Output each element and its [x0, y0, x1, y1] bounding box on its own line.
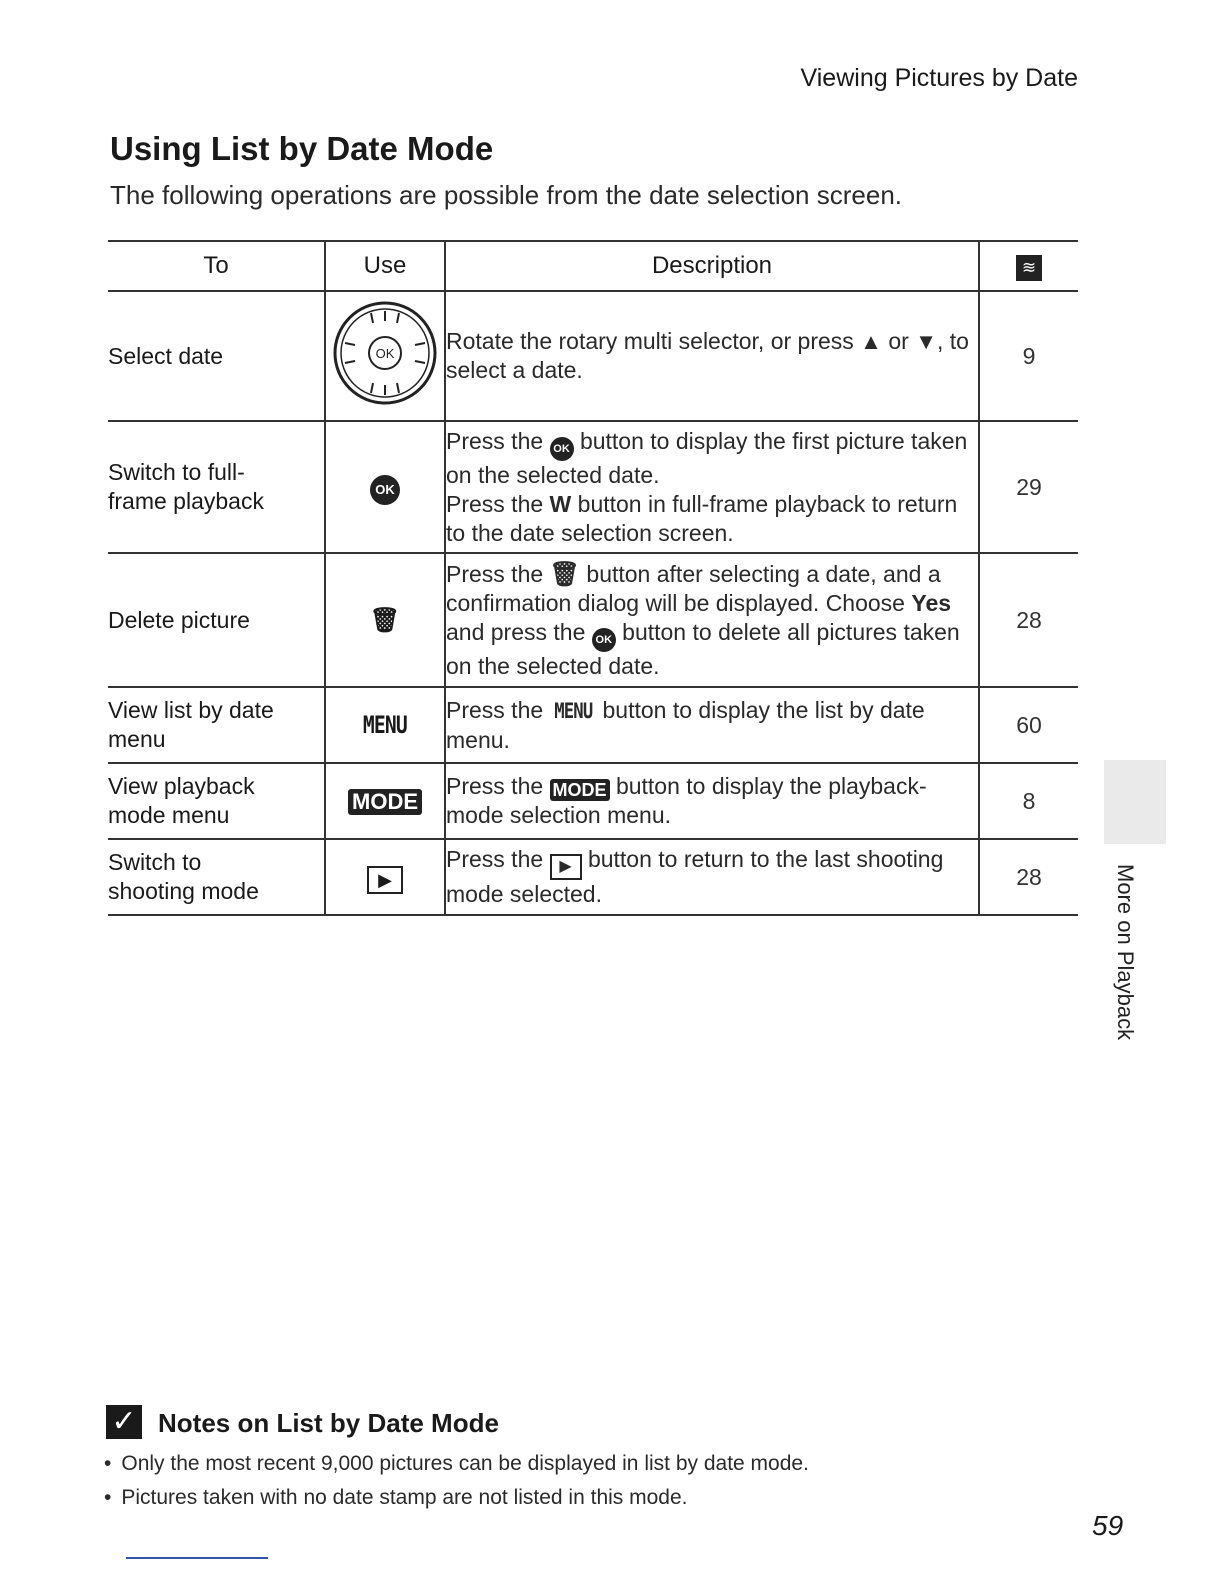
table-row [108, 553, 1078, 687]
notes-check-icon: ✓ [106, 1405, 142, 1439]
desc-text: , [936, 328, 944, 354]
playback-button-icon: ▶ [367, 866, 403, 894]
desc-text: button to display the playback-mode selection menu. [446, 773, 927, 828]
notes-list [104, 1452, 809, 1520]
ok-button-icon: OK [370, 475, 400, 505]
playback-button-icon: ▶ [550, 854, 582, 880]
row-use [325, 553, 445, 687]
desc-text: Press the [446, 696, 544, 723]
table-row [108, 291, 1078, 421]
table-header-row [108, 241, 1078, 291]
down-arrow-icon: ▼ [915, 329, 937, 354]
page-header-title: Viewing Pictures by Date [800, 64, 1078, 92]
row-to-line: View playback [108, 773, 255, 799]
row-reference: 29 [979, 421, 1078, 553]
desc-text: to select a date. [446, 328, 969, 383]
mode-button-icon: MODE [348, 789, 422, 815]
w-button-label: W [549, 490, 572, 517]
table-row [108, 687, 1078, 763]
row-description [445, 291, 979, 421]
row-to-line: mode menu [108, 802, 230, 828]
trash-icon: 🗑 [549, 560, 581, 588]
row-reference: 28 [979, 553, 1078, 687]
desc-text: and press the [446, 618, 586, 645]
rotary-multi-selector-icon [331, 299, 439, 407]
row-to-line: menu [108, 726, 166, 752]
table-row [108, 421, 1078, 553]
desc-text: Press the [446, 846, 544, 872]
row-to [108, 421, 325, 553]
row-to-line: Switch to [108, 849, 202, 875]
desc-text: button to return to the last shooting mode selected. [446, 846, 944, 907]
ok-button-icon: OK [592, 628, 616, 652]
footer-divider [126, 1557, 268, 1559]
row-to-line: Switch to full- [108, 459, 245, 485]
desc-text: Press the [446, 427, 544, 454]
desc-text: Press the [446, 560, 544, 587]
table-row [108, 763, 1078, 839]
trash-icon: 🗑 [369, 606, 401, 634]
ok-button-icon: OK [550, 437, 574, 461]
row-description [445, 421, 979, 553]
menu-button-icon: MENU [553, 698, 592, 723]
header-use: Use [325, 241, 445, 291]
row-description [445, 553, 979, 687]
page-number: 59 [1092, 1510, 1124, 1541]
row-use [325, 763, 445, 839]
row-to-line: View list by date [108, 697, 274, 723]
dial-ok-label: OK [375, 346, 395, 361]
desc-text: button in full-frame playback to return to the date selection screen. [446, 490, 958, 546]
mode-button-icon: MODE [550, 779, 610, 801]
desc-text: button after selecting a date, and a confirmation dialog will be displayed. Choose [446, 560, 941, 616]
row-to-line: frame playback [108, 488, 264, 514]
row-description [445, 839, 979, 915]
header-description: Description [445, 241, 979, 291]
list-item: • Only the most recent 9,000 pictures can be displayed in list by date mode. [104, 1452, 809, 1486]
reference-icon: ≋ [1016, 255, 1042, 281]
side-tab-marker [1104, 760, 1166, 844]
desc-text: button to delete all pictures taken on the selected date. [446, 618, 960, 679]
menu-button-icon: MENU [362, 711, 408, 739]
row-reference: 28 [979, 839, 1078, 915]
section-intro: The following operations are possible from the date selection screen. [110, 180, 902, 210]
row-to [108, 763, 325, 839]
row-description [445, 763, 979, 839]
row-to [108, 687, 325, 763]
desc-text: button to display the first picture taken on the selected date. [446, 427, 968, 488]
row-reference: 60 [979, 687, 1078, 763]
row-to-line: shooting mode [108, 878, 259, 904]
row-to [108, 839, 325, 915]
row-to: Select date [108, 291, 325, 421]
row-reference: 9 [979, 291, 1078, 421]
desc-text: Press the [446, 773, 544, 799]
section-title: Using List by Date Mode [110, 130, 494, 167]
desc-text: or [888, 328, 909, 354]
row-use [325, 421, 445, 553]
header-reference [979, 241, 1078, 291]
table-row [108, 839, 1078, 915]
notes-title: Notes on List by Date Mode [158, 1408, 499, 1438]
up-arrow-icon: ▲ [860, 329, 882, 354]
desc-text: button to display the list by date menu. [446, 696, 925, 753]
list-item: • Pictures taken with no date stamp are not listed in this mode. [104, 1486, 809, 1520]
row-use [325, 687, 445, 763]
header-to: To [108, 241, 325, 291]
side-tab-label: More on Playback [1113, 864, 1138, 1041]
row-use [325, 291, 445, 421]
desc-text: Rotate the rotary multi selector, or press [446, 328, 854, 354]
row-use [325, 839, 445, 915]
operations-table [108, 240, 1078, 916]
row-to: Delete picture [108, 553, 325, 687]
desc-text: Press the [446, 490, 544, 517]
row-reference: 8 [979, 763, 1078, 839]
row-description [445, 687, 979, 763]
yes-label: Yes [911, 589, 952, 616]
